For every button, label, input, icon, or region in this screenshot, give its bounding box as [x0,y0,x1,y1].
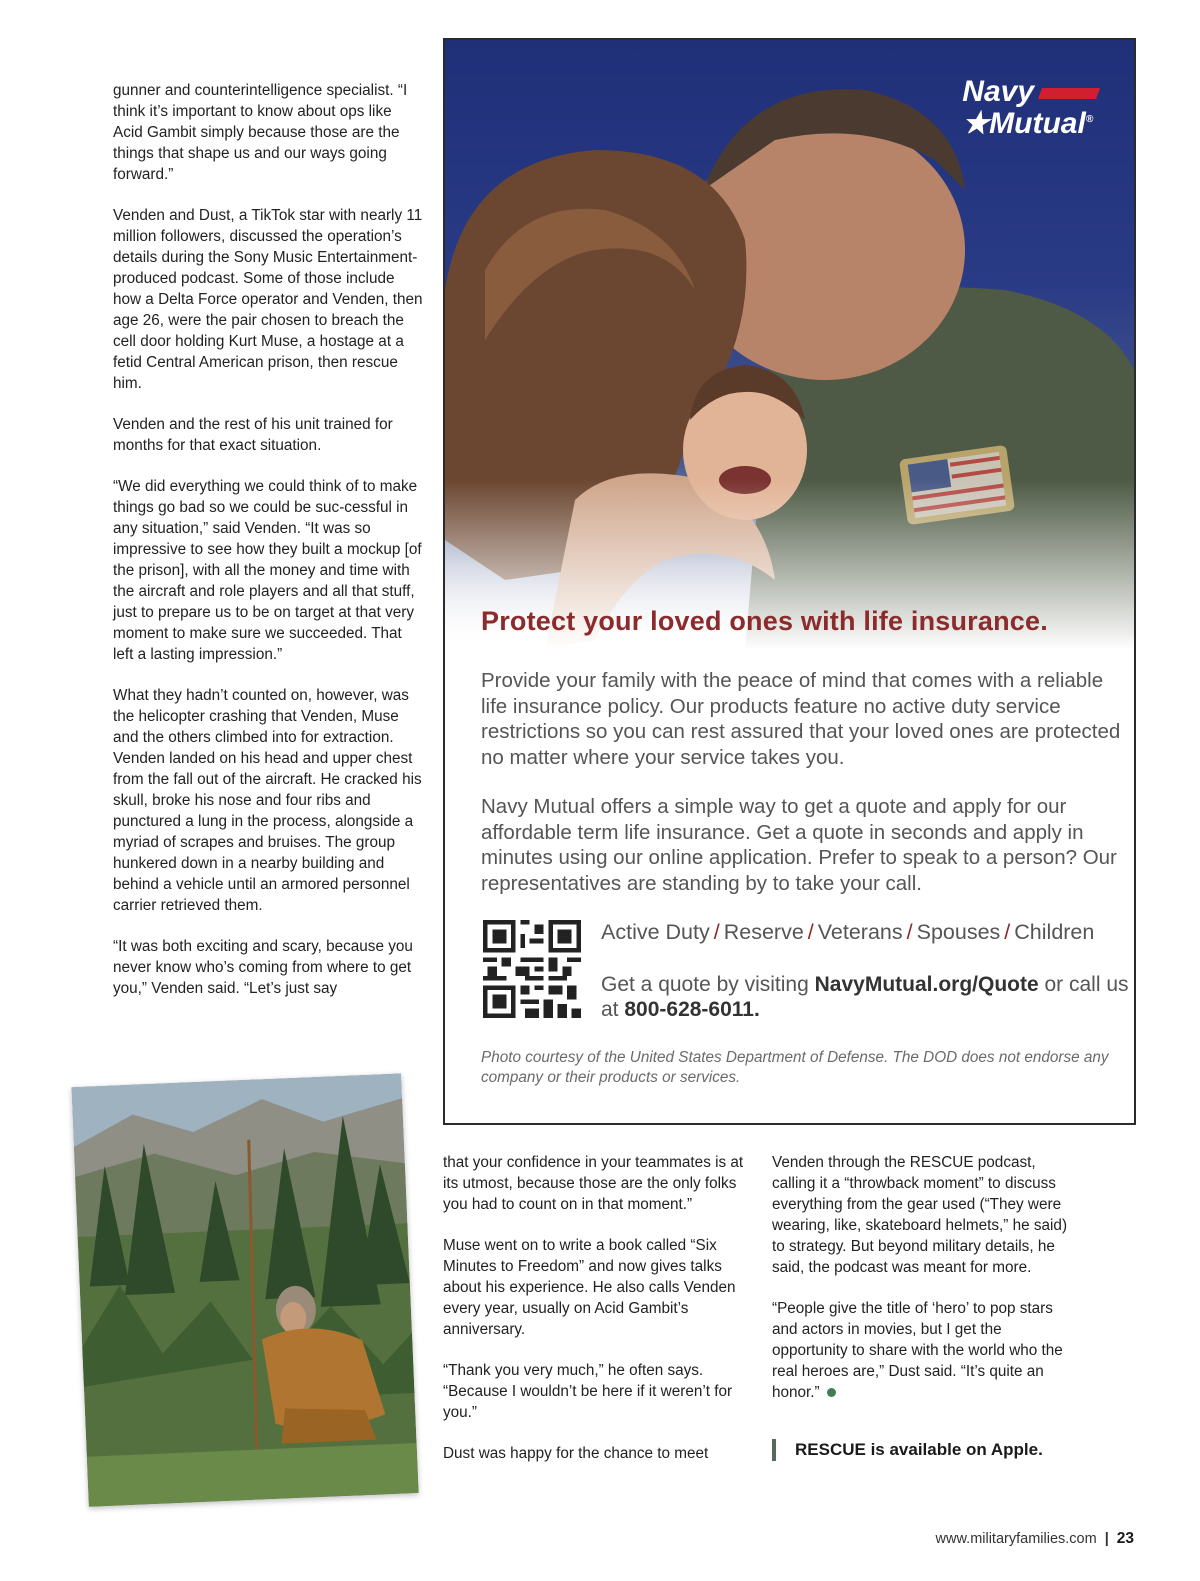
article-paragraph: Muse went on to write a book called “Six Minutes to Freedom” and now gives talks about his experience. He also calls Venden every year, usually on Acid Gambit’s anniversary. [443,1237,736,1338]
article-paragraph: “We did everything we could think of to make things go bad so we could be suc-cessful in any situation,” said Venden. “It was so impressive to see how they built a mockup [of the prison], with all the money and time with the aircraft and role players and all that stuff, just to prepare us to be on target at that very moment to make sure we succeeded. That left a lasting impression.” [113,478,422,663]
audience-separator: / [906,920,913,944]
logo-word-mutual: ★Mutual [962,107,1086,140]
ad-body-paragraph: Provide your family with the peace of mind that comes with a reliable life insurance policy. Our products feature no active duty service restrictions so you can rest assured that your loved ones are protected no matter where your service takes you. [481,669,1121,769]
navy-mutual-logo [962,75,1098,140]
article-paragraph: Venden through the RESCUE podcast, calling it a “throwback moment” to discuss everything from the gear used (“They were wearing, like, skateboard helmets,” he said) to strategy. But beyond military details, he said, the podcast was meant for more. [772,1154,1068,1276]
availability-accent-bar [772,1439,776,1461]
audience-reserve: Reserve [723,920,804,944]
audience-spouses: Spouses [916,920,1001,944]
quote-phone-number[interactable]: 800-628-6011. [624,998,760,1021]
article-paragraph: that your confidence in your teammates is at its utmost, because those are the only folks you had to count on in that moment.” [443,1154,744,1213]
audience-separator: / [1004,920,1011,944]
article-paragraph: What they hadn’t counted on, however, was the helicopter crashing that Venden, Muse and the others climbed into for extraction. Venden landed on his head and upper chest from the fall out of the aircraft. He cracked his skull, broke his nose and four ribs and punctured a lung in the process, alongside a myriad of scrapes and bruises. The group hunkered down in a nearby building and behind a vehicle until an armored personnel carrier retrieved them. [113,687,422,914]
article-paragraph [772,1298,1077,1403]
registered-mark: ® [1085,114,1094,125]
article-paragraph: “It was both exciting and scary, because you never know who’s coming from where to get you,” Venden said. “Let’s just say [113,938,413,997]
audience-separator: / [713,920,720,944]
article-paragraph: “Thank you very much,” he often says. “Because I wouldn’t be here if it weren’t for you.” [443,1362,733,1421]
audience-children: Children [1014,920,1095,944]
footer-separator: | [1104,1531,1109,1547]
quote-url-link[interactable]: NavyMutual.org/Quote [814,973,1039,996]
page-footer [936,1530,1134,1548]
audience-veterans: Veterans [817,920,903,944]
article-column-right [772,1152,1077,1423]
audience-list [601,920,1131,945]
quote-middle: or call us at [601,973,1129,1021]
article-paragraph: gunner and counterintelligence specialist. “I think it’s important to know about ops like Acid Gambit simply because those are the things that shape us and our ways going forward.” [113,82,408,183]
website-url[interactable]: www.militaryfamilies.com [935,1531,1097,1547]
availability-note [772,1439,1092,1461]
article-closing-text: “People give the title of ‘hero’ to pop stars and actors in movies, but I get the opportunity to share with the world who the real heroes are,” Dust said. “It’s quite an honor.” [772,1300,1063,1401]
article-paragraph: Dust was happy for the chance to meet [443,1445,709,1462]
availability-text: RESCUE is available on Apple. [795,1440,1043,1459]
article-column-left [113,80,423,1019]
logo-red-bar [1038,88,1100,99]
page-number: 23 [1116,1530,1134,1547]
hiker-photo-illustration [71,1073,418,1506]
audience-active-duty: Active Duty [601,920,710,944]
logo-word-navy: Navy [962,75,1034,108]
ad-headline: Protect your loved ones with life insurance. [481,606,1048,636]
article-column-middle [443,1152,751,1484]
photo-credit: Photo courtesy of the United States Department of Defense. The DOD does not endorse any company or their products or services. [481,1049,1109,1086]
quote-prefix: Get a quote by visiting [601,973,815,996]
ad-body-paragraph: Navy Mutual offers a simple way to get a quote and apply for our affordable term life insurance. Get a quote in seconds and apply in minutes using our online application. Prefer to speak to a person? Our representatives are standing by to take your call. [481,795,1117,895]
navy-mutual-advertisement [443,38,1136,1125]
article-paragraph: Venden and Dust, a TikTok star with nearly 11 million followers, discussed the operation’s details during the Sony Music Entertainment-produced podcast. Some of those include how a Delta Force operator and Venden, then age 26, were the pair chosen to breach the cell door holding Kurt Muse, a hostage at a fetid Central American prison, then rescue him. [113,207,423,392]
hiker-forest-photo [71,1073,418,1506]
qr-code[interactable] [483,920,581,1018]
audience-separator: / [807,920,814,944]
quote-call-to-action [601,972,1131,1022]
end-of-article-bullet-icon [827,1388,836,1397]
article-paragraph: Venden and the rest of his unit trained for months for that exact situation. [113,416,393,454]
family-reunion-photo [445,40,1134,650]
